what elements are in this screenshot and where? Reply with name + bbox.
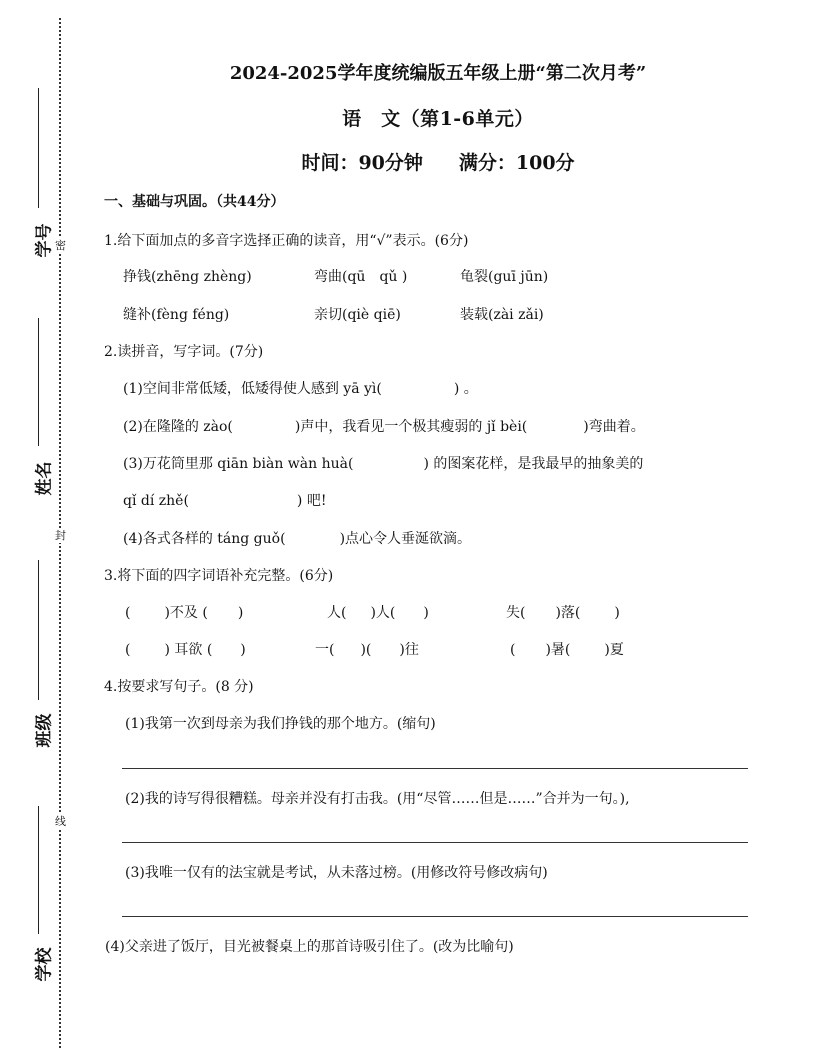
q1-option[interactable]: 挣钱(zhēng zhèng): [123, 269, 252, 285]
q3-idiom-4[interactable]: [125, 641, 246, 659]
q2-text: )弯曲着。: [583, 419, 645, 435]
exam-time-score: [100, 148, 776, 175]
school-label: 学校: [34, 947, 55, 982]
q3-idiom-2[interactable]: [327, 604, 429, 622]
q1-option[interactable]: 弯曲(qū qǔ ): [314, 269, 408, 285]
answer-line[interactable]: [122, 768, 748, 769]
q1-option[interactable]: 龟裂(guī jūn): [460, 269, 549, 285]
q3-text: (: [125, 642, 131, 658]
exam-time: 时间：90分钟: [301, 152, 423, 174]
q3-text: ): [240, 642, 246, 658]
q1-prompt: 1.给下面加点的多音字选择正确的读音，用“√”表示。(6分): [104, 233, 469, 249]
q4-prompt: 4.按要求写句子。(8 分): [104, 679, 254, 695]
q2-line-4: [123, 492, 326, 510]
q3-text: )人(: [370, 605, 396, 621]
school-line[interactable]: [38, 806, 39, 934]
q3-text: 失(: [506, 605, 526, 621]
exam-subject: 语 文（第1-6单元）: [342, 108, 534, 130]
q2-line-1: [123, 380, 478, 398]
q3-prompt: 3.将下面的四字词语补充完整。(6分): [104, 568, 334, 584]
exam-full-score: 满分：100分: [458, 152, 575, 174]
q2-text: (2)在隆隆的 zào(: [123, 419, 233, 435]
seal-feng: 封: [55, 529, 66, 542]
q2-text: (3)万花筒里那 qiān biàn wàn huà(: [123, 456, 354, 472]
seal-xian: 线: [55, 815, 66, 828]
q3-text: (: [510, 642, 516, 658]
answer-line[interactable]: [122, 916, 748, 917]
q3-text: ): [237, 605, 244, 621]
q2-text: ) 。: [453, 381, 478, 397]
q3-text: 人(: [327, 605, 347, 621]
q3-text: )往: [399, 642, 419, 658]
q2-text: )声中，我看见一个极其瘦弱的 jǐ bèi(: [294, 419, 528, 435]
q3-text: ): [423, 605, 429, 621]
class-label: 班级: [34, 713, 55, 748]
answer-line[interactable]: [122, 842, 748, 843]
q3-text: )暑(: [545, 642, 571, 658]
q3-idiom-1[interactable]: [125, 604, 243, 622]
q4-sentence-4: (4)父亲进了饭厅，目光被餐桌上的那首诗吸引住了。(改为比喻句): [105, 939, 514, 955]
q2-line-5: [123, 530, 471, 548]
q4-sentence-1: (1)我第一次到母亲为我们挣钱的那个地方。(缩句): [125, 716, 436, 732]
exam-title: 2024-2025学年度统编版五年级上册“第二次月考”: [229, 63, 647, 84]
q3-text: )(: [360, 642, 372, 658]
q3-text: )不及 (: [164, 605, 208, 621]
student-id-line[interactable]: [38, 88, 39, 208]
q3-text: )落(: [555, 605, 581, 621]
q3-idiom-3[interactable]: [506, 604, 620, 622]
section-1-heading: 一、基础与巩固。（共44分）: [104, 194, 285, 210]
q2-text: )点心令人垂涎欲滴。: [339, 531, 472, 547]
q2-line-3: [123, 455, 643, 473]
q1-option[interactable]: 缝补(fèng féng): [123, 307, 230, 323]
q3-text: 一(: [315, 642, 335, 658]
q3-text: ) 耳欲 (: [164, 642, 213, 658]
q1-option[interactable]: 亲切(qiè qiē): [314, 307, 401, 323]
q2-text: ) 吧!: [296, 493, 327, 509]
q1-option[interactable]: 装载(zài zǎi): [460, 307, 544, 323]
q2-line-2: [123, 418, 645, 436]
class-line[interactable]: [38, 560, 39, 700]
q4-sentence-3: (3)我唯一仅有的法宝就是考试，从未落过榜。(用修改符号修改病句): [125, 865, 548, 881]
q4-sentence-2: (2)我的诗写得很糟糕。母亲并没有打击我。(用“尽管……但是……”合并为一句。),: [125, 791, 630, 807]
q2-text: (1)空间非常低矮，低矮得使人感到 yā yì(: [123, 381, 382, 397]
q3-idiom-5[interactable]: [315, 641, 419, 659]
q2-prompt: 2.读拼音，写字词。(7分): [104, 344, 264, 360]
q3-text: ): [614, 605, 620, 621]
name-line[interactable]: [38, 318, 39, 446]
name-label: 姓名: [34, 461, 55, 496]
q3-text: (: [125, 605, 131, 621]
q3-text: )夏: [604, 642, 624, 658]
student-id-label: 学号: [34, 223, 55, 258]
q3-idiom-6[interactable]: [510, 641, 624, 659]
q2-text: (4)各式各样的 táng guǒ(: [123, 531, 286, 547]
seal-mi: 密: [55, 239, 66, 252]
q2-text: qǐ dí zhě(: [123, 493, 189, 509]
q2-text: ) 的图案花样，是我最早的抽象美的: [423, 456, 644, 472]
